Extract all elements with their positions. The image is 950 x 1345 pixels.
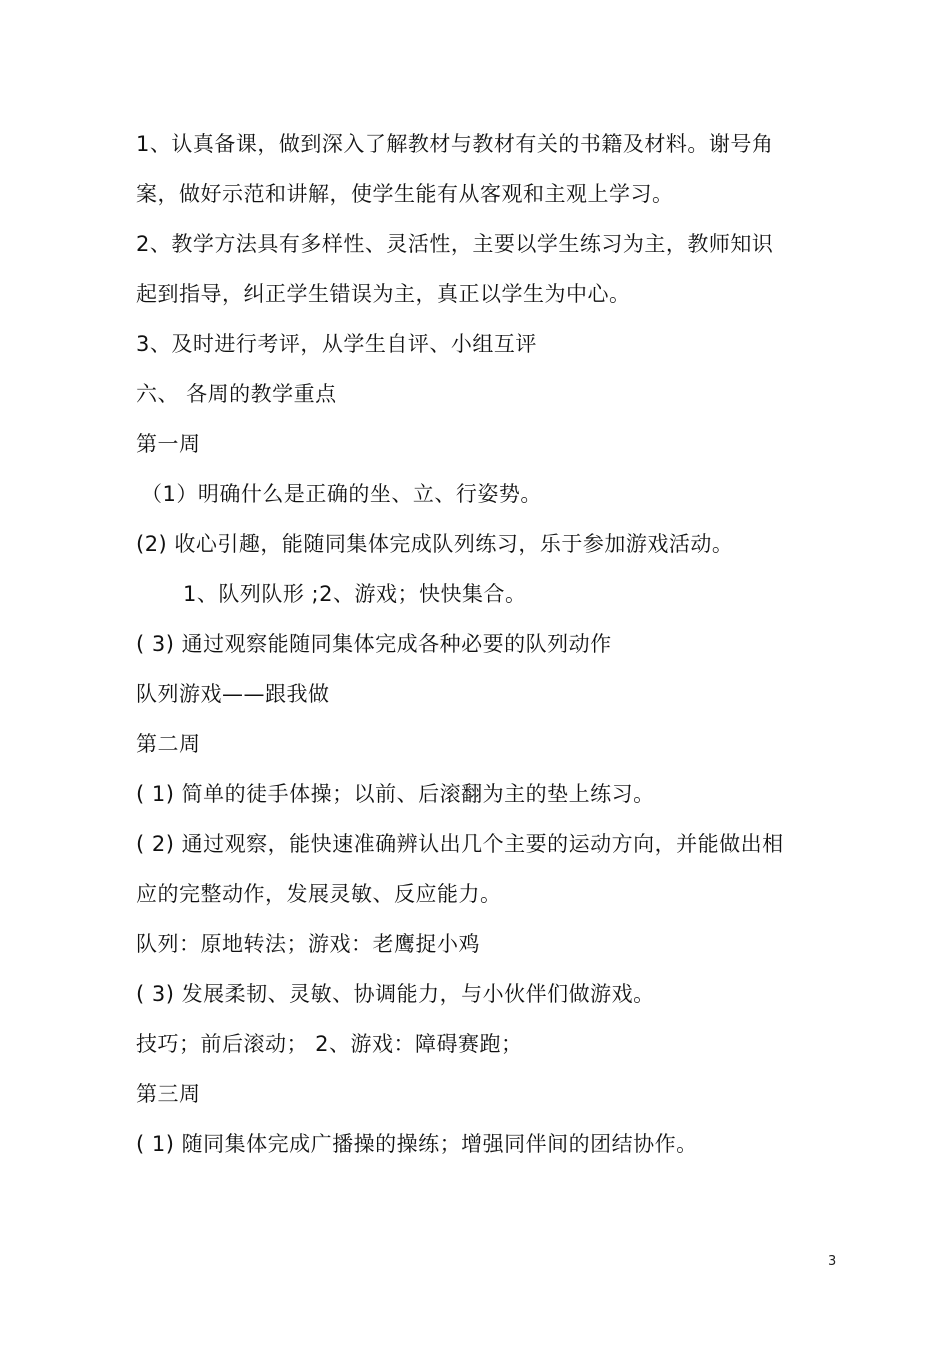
- text-line: (2) 收心引趣，能随同集体完成队列练习，乐于参加游戏活动。: [136, 532, 734, 556]
- text-line: 队列游戏——跟我做: [136, 682, 330, 706]
- text-line: 1、认真备课，做到深入了解教材与教材有关的书籍及材料。谢号角: [136, 132, 774, 156]
- page-number: 3: [828, 1254, 837, 1269]
- text-line: 2、教学方法具有多样性、灵活性，主要以学生练习为主，教师知识: [136, 232, 774, 256]
- text-line: （1）明确什么是正确的坐、立、行姿势。: [141, 482, 542, 506]
- text-line: ( 3) 通过观察能随同集体完成各种必要的队列动作: [136, 632, 612, 656]
- text-line: 队列：原地转法；游戏：老鹰捉小鸡: [136, 932, 480, 956]
- week-heading: 第一周: [136, 432, 201, 456]
- text-line: ( 1) 简单的徒手体操；以前、后滚翻为主的垫上练习。: [136, 782, 655, 806]
- text-line: ( 3) 发展柔韧、灵敏、协调能力，与小伙伴们做游戏。: [136, 982, 655, 1006]
- text-line: 起到指导，纠正学生错误为主，真正以学生为中心。: [136, 282, 631, 306]
- text-line: 3、及时进行考评，从学生自评、小组互评: [136, 332, 537, 356]
- text-line: ( 1) 随同集体完成广播操的操练；增强同伴间的团结协作。: [136, 1132, 698, 1156]
- text-line: 应的完整动作，发展灵敏、反应能力。: [136, 882, 502, 906]
- text-line: ( 2) 通过观察，能快速准确辨认出几个主要的运动方向，并能做出相: [136, 832, 784, 856]
- text-line: 1、队列队形 ;2、游戏；快快集合。: [183, 582, 527, 606]
- text-line: 技巧；前后滚动； 2、游戏：障碍赛跑；: [136, 1032, 523, 1056]
- week-heading: 第三周: [136, 1082, 201, 1106]
- week-heading: 第二周: [136, 732, 201, 756]
- section-heading: 六、 各周的教学重点: [136, 382, 337, 406]
- text-line: 案，做好示范和讲解，使学生能有从客观和主观上学习。: [136, 182, 674, 206]
